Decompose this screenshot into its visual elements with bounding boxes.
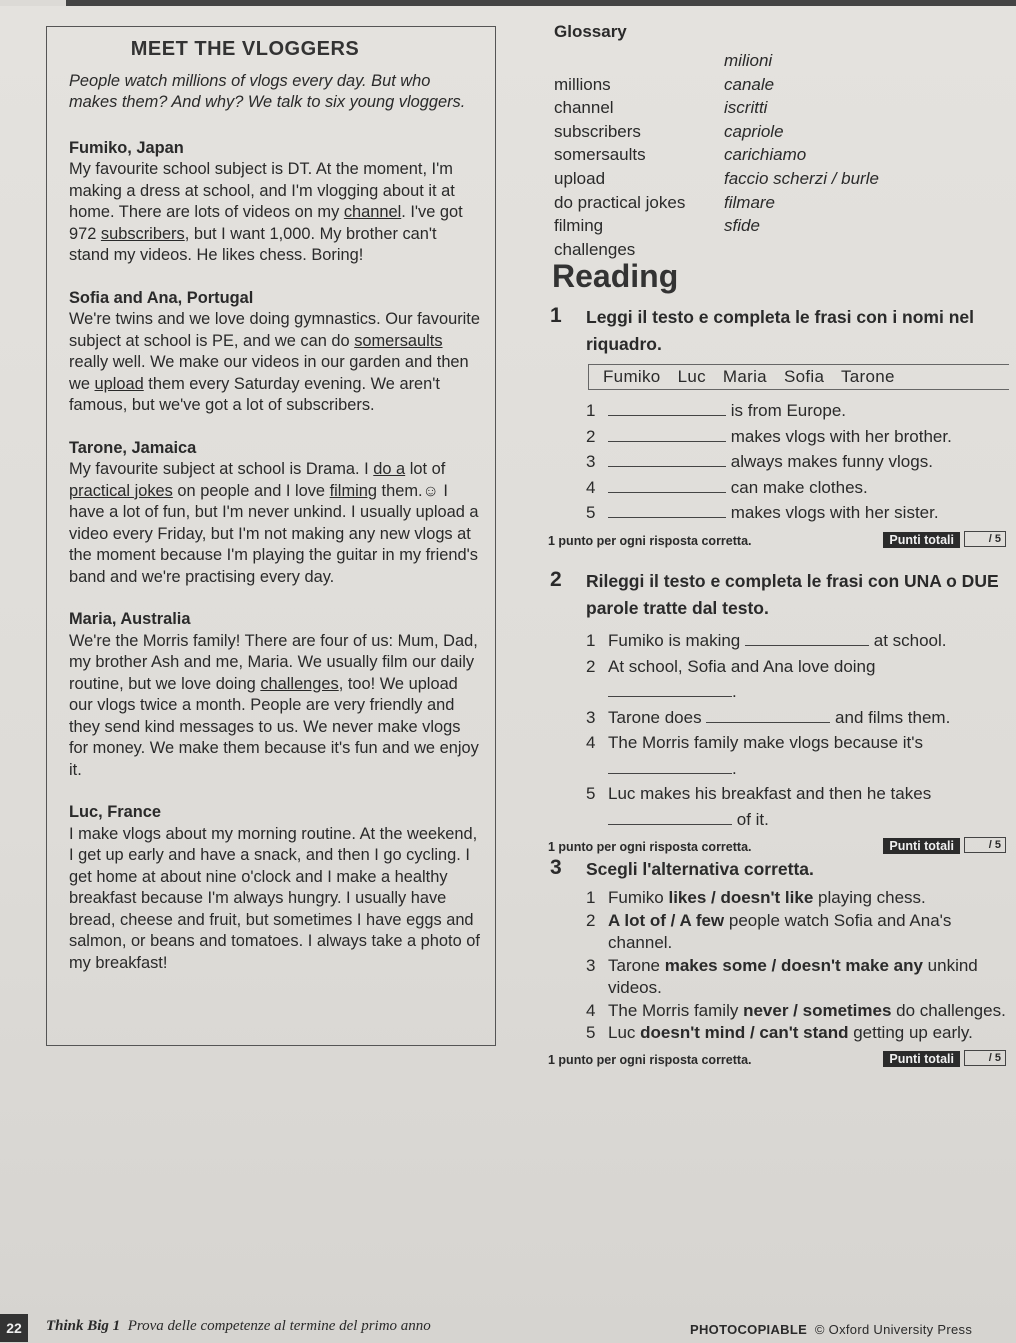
glossary-en: channel	[554, 98, 614, 118]
word-option: Tarone	[840, 367, 895, 386]
exercise-item	[586, 1000, 1008, 1023]
item-text: .	[732, 682, 737, 701]
copyright-text: © Oxford University Press	[814, 1322, 973, 1337]
exercise-item	[586, 654, 1008, 705]
exercise-item	[586, 955, 1008, 1000]
answer-blank[interactable]	[608, 503, 726, 518]
copyright-line	[690, 1322, 972, 1337]
item-text: at school.	[873, 631, 947, 650]
section-text: really well. We make our videos in our garden and then we	[69, 353, 469, 393]
item-text: unkind videos.	[608, 955, 978, 997]
item-text: getting up early.	[848, 1023, 973, 1042]
item-text: of it.	[736, 809, 769, 829]
exercise-1	[546, 304, 1008, 554]
exercise-item	[586, 730, 1008, 781]
book-reference	[46, 1318, 431, 1335]
exercise-item	[586, 628, 1008, 654]
item-text: The Morris family make vlogs because it's	[608, 733, 924, 752]
answer-blank[interactable]	[608, 759, 732, 774]
exercise-instruction: Scegli l'alternativa corretta.	[586, 859, 814, 879]
item-text: Tarone does	[608, 707, 702, 727]
score-label: Punti totali	[883, 532, 960, 548]
exercise-number: 3	[550, 856, 562, 879]
section-text: them every Saturday evening. We aren't famous, but we've got a lot of subscribers.	[69, 374, 440, 414]
section-text: My favourite subject at school is Drama. I	[69, 460, 374, 478]
score-note: 1 punto per ogni risposta corretta.	[548, 840, 752, 854]
item-number: 1	[586, 401, 596, 420]
exercise-instruction: Rileggi il testo e completa le frasi con UNA o DUE parole tratte dal testo.	[586, 571, 999, 618]
answer-blank[interactable]	[745, 631, 869, 646]
exercise-item	[586, 398, 1008, 424]
section-text: I have a lot of fun, but I'm never unkind. I usually upload a video every Friday, but I'm not making any new vlogs at the moment because I'm playing the guitar in my friend's band and we're practising every day.	[69, 481, 479, 586]
item-number: 3	[586, 452, 596, 471]
word-option: Sofia	[783, 367, 825, 386]
exercise-item	[586, 781, 1008, 832]
glossary-it: canale	[724, 74, 775, 94]
article-box	[46, 26, 496, 1046]
section-text: My favourite school subject is DT. At the moment, I'm making a dress at school, and I'm vlogging about it at home. There are lots of videos on my	[69, 160, 455, 221]
word-option: Luc	[677, 367, 706, 386]
exercise-item	[586, 475, 1008, 501]
glossary-it: sfide	[724, 216, 760, 236]
word-box	[588, 364, 1009, 390]
exercise-number: 1	[550, 304, 562, 327]
exercise-2	[546, 568, 1008, 860]
item-number: 3	[586, 707, 596, 727]
glossary-word: do a	[373, 460, 406, 478]
item-number: 1	[586, 631, 596, 650]
section-text: lot of	[405, 460, 446, 478]
item-text: playing chess.	[813, 888, 926, 907]
exercise-items	[586, 887, 1008, 1045]
item-text: The Morris family	[608, 1000, 744, 1020]
exercise-number: 2	[550, 568, 562, 591]
answer-blank[interactable]	[706, 708, 830, 723]
section-text: , but I want 1,000. My brother can't stand my videos. He likes chess. Boring!	[69, 224, 437, 264]
item-text: and films them.	[835, 707, 951, 727]
glossary-word: channel	[343, 203, 402, 221]
item-text: can make clothes.	[730, 477, 868, 497]
exercise-instruction: Leggi il testo e completa le frasi con i nomi nel riquadro.	[586, 307, 974, 354]
glossary	[554, 22, 994, 261]
section-luc	[69, 802, 481, 974]
answer-blank[interactable]	[608, 401, 726, 416]
glossary-word: subscribers	[100, 224, 185, 243]
page-number: 22	[0, 1314, 28, 1342]
exercise-items	[586, 398, 1008, 526]
glossary-en: challenges	[554, 239, 636, 259]
choice-options[interactable]: makes some / doesn't make any	[664, 955, 923, 975]
glossary-it: faccio scherzi / burle	[724, 168, 879, 188]
exercise-item	[586, 887, 1008, 910]
book-subtitle: Prova delle competenze al termine del primo anno	[127, 1318, 431, 1334]
choice-options[interactable]: likes / doesn't like	[668, 888, 814, 907]
exercise-item	[586, 1022, 1008, 1045]
glossary-word: practical jokes	[69, 481, 173, 500]
score-box[interactable]: / 5	[964, 531, 1006, 547]
item-number: 2	[586, 656, 596, 676]
glossary-en	[554, 50, 724, 73]
item-number: 4	[586, 733, 596, 752]
item-text: Fumiko is making	[608, 631, 741, 650]
item-number: 5	[586, 503, 596, 522]
page-footer	[0, 1310, 1016, 1343]
choice-options[interactable]: A lot of / A few	[608, 910, 725, 930]
section-heading: Tarone, Jamaica	[69, 438, 197, 457]
item-text: do challenges.	[891, 1000, 1006, 1020]
glossary-word: upload	[94, 374, 144, 393]
exercise-item	[586, 500, 1008, 526]
section-tarone	[69, 438, 481, 589]
score-label: Punti totali	[883, 838, 960, 854]
glossary-it	[724, 239, 984, 262]
score-label: Punti totali	[883, 1051, 960, 1067]
exercise-item	[586, 910, 1008, 955]
glossary-en: upload	[554, 168, 606, 188]
smiley-icon: ☺	[422, 482, 439, 500]
item-number: 3	[586, 955, 596, 975]
answer-blank[interactable]	[608, 452, 726, 467]
exercise-item	[586, 424, 1008, 450]
word-option: Maria	[722, 367, 767, 386]
glossary-en: somersaults	[554, 145, 646, 165]
glossary-grid	[554, 50, 994, 261]
section-text: them.	[376, 481, 423, 500]
item-text: Luc makes his breakfast and then he takes	[608, 784, 932, 803]
item-text: Tarone	[608, 955, 665, 975]
glossary-word: filming	[329, 481, 377, 500]
item-text: always makes funny vlogs.	[730, 452, 933, 471]
section-text: . I've got 972	[69, 203, 463, 243]
item-number: 5	[586, 1023, 596, 1042]
glossary-it: iscritti	[724, 98, 768, 118]
section-heading: Luc, France	[69, 803, 161, 821]
item-number: 2	[586, 910, 596, 930]
word-option: Fumiko	[603, 367, 661, 386]
section-sofia-ana	[69, 288, 481, 417]
glossary-it: milioni	[724, 51, 773, 70]
item-text: Luc	[608, 1023, 641, 1042]
answer-blank[interactable]	[608, 427, 726, 442]
exercise-item	[586, 705, 1008, 731]
section-text: on people and I love	[172, 481, 330, 500]
item-text: makes vlogs with her brother.	[730, 426, 952, 446]
score-note: 1 punto per ogni risposta corretta.	[548, 533, 752, 548]
glossary-en: millions	[554, 74, 611, 94]
reading-title: Reading	[552, 258, 679, 294]
score-line	[546, 1049, 1008, 1073]
answer-blank[interactable]	[608, 810, 732, 825]
article-title: MEET THE VLOGGERS	[130, 38, 360, 60]
item-text: is from Europe.	[730, 401, 846, 420]
choice-options[interactable]: doesn't mind / can't stand	[640, 1023, 849, 1042]
item-number: 5	[586, 784, 596, 803]
glossary-it: filmare	[724, 192, 776, 212]
score-box[interactable]: / 5	[964, 1050, 1006, 1066]
section-text: We're twins and we love doing gymnastics. Our favourite subject at school is PE, and we can do	[69, 310, 480, 350]
item-number: 4	[586, 477, 596, 497]
glossary-en: do practical jokes	[554, 192, 686, 212]
glossary-it: carichiamo	[724, 145, 807, 165]
section-text: We're the Morris family! There are four of us: Mum, Dad, my brother Ash and me, Maria. We usually film our daily routine, but we love doing	[69, 631, 478, 693]
answer-blank[interactable]	[608, 478, 726, 493]
exercise-item	[586, 449, 1008, 475]
glossary-word: somersaults	[354, 331, 443, 350]
section-heading: Fumiko, Japan	[69, 138, 184, 157]
answer-blank[interactable]	[608, 682, 732, 697]
glossary-it: capriole	[724, 121, 784, 141]
article-intro: People watch millions of vlogs every day. But who makes them? And why? We talk to six young vloggers.	[69, 71, 466, 111]
section-fumiko	[69, 138, 481, 267]
score-line	[546, 530, 1008, 554]
item-number: 2	[586, 426, 596, 446]
glossary-word: challenges	[260, 674, 339, 693]
item-text: .	[732, 758, 737, 778]
item-number: 1	[586, 888, 596, 907]
section-heading: Maria, Australia	[69, 610, 191, 628]
choice-options[interactable]: never / sometimes	[743, 1000, 892, 1020]
item-text: At school, Sofia and Ana love doing	[608, 656, 876, 676]
exercise-items	[586, 628, 1008, 832]
photocopiable-label: PHOTOCOPIABLE	[690, 1322, 808, 1337]
glossary-en: filming	[554, 216, 604, 236]
score-box[interactable]: / 5	[964, 837, 1006, 853]
section-text: , too! We upload our vlogs twice a month. People are very friendly and they send kind messages to us. We never make vlogs for money. We make them because it's fun and we enjoy it.	[69, 674, 479, 779]
section-maria	[69, 609, 481, 781]
score-note: 1 punto per ogni risposta corretta.	[548, 1052, 752, 1067]
item-text: people watch Sofia and Ana's channel.	[608, 910, 952, 952]
book-title: Think Big 1	[46, 1318, 121, 1334]
exercise-3	[546, 856, 1008, 1073]
glossary-en: subscribers	[554, 121, 641, 141]
item-text: Fumiko	[608, 888, 669, 907]
item-text: makes vlogs with her sister.	[730, 503, 939, 522]
glossary-title: Glossary	[554, 22, 627, 41]
section-heading: Sofia and Ana, Portugal	[69, 288, 254, 307]
item-number: 4	[586, 1000, 596, 1020]
section-text: I make vlogs about my morning routine. At the weekend, I get up early and have a snack, and then I go cycling. I get home at about nine o'clock and I make a healthy breakfast because I'm always hungry. I usually have bread, cheese and fruit, but sometimes I have eggs and salmon, or beans and tomatoes. I always take a photo of my breakfast!	[69, 824, 480, 972]
